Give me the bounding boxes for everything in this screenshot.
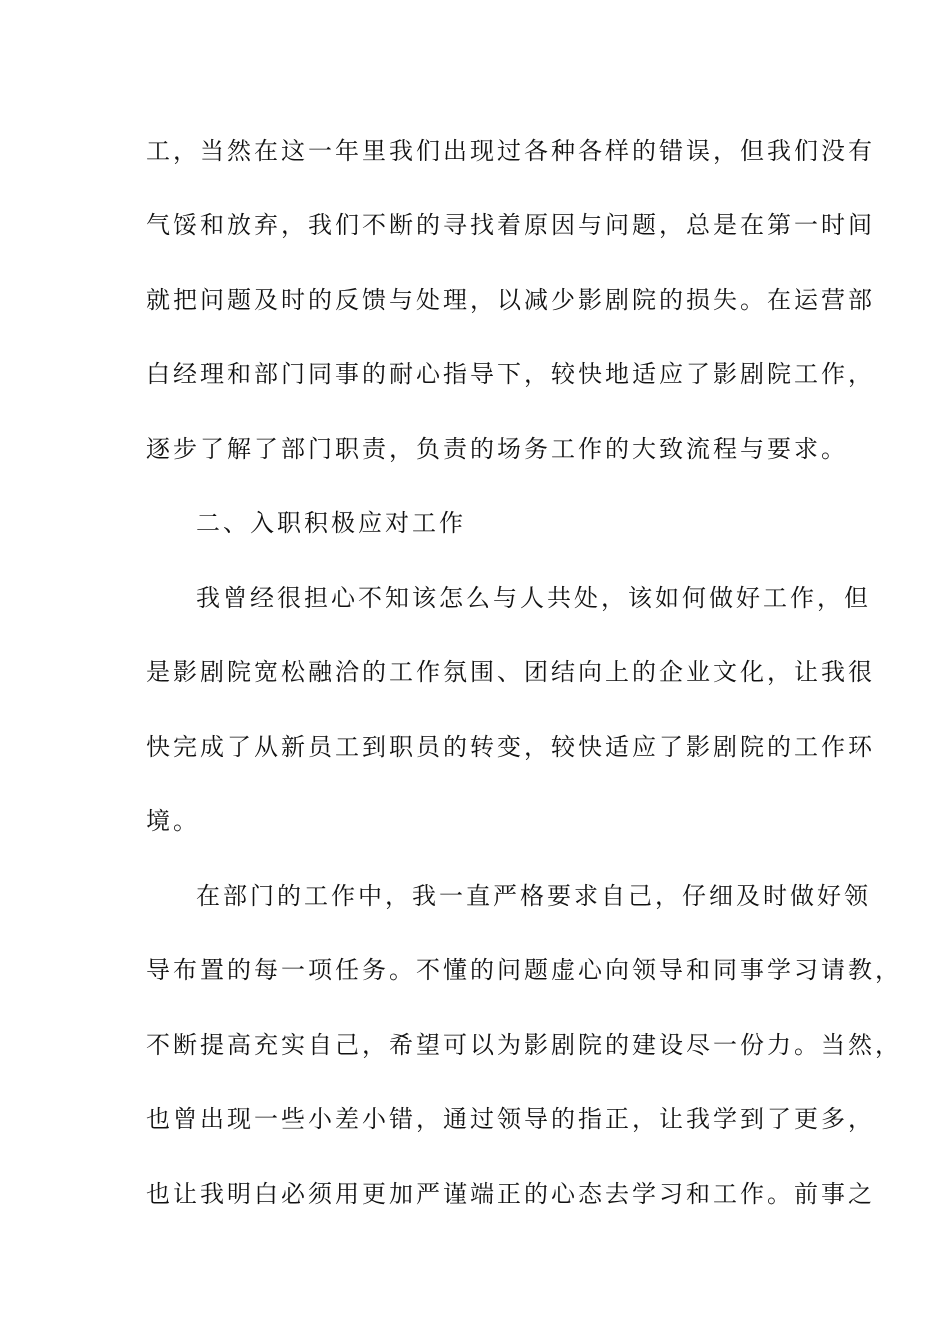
text-line: 白经理和部门同事的耐心指导下，较快地适应了影剧院工作， [146,360,875,388]
text-line: 工，当然在这一年里我们出现过各种各样的错误，但我们没有 [146,137,875,165]
text-line: 不断提高充实自己，希望可以为影剧院的建设尽一份力。当然， [146,1031,902,1059]
text-line: 在部门的工作中，我一直严格要求自己，仔细及时做好领 [196,882,871,910]
text-line: 我曾经很担心不知该怎么与人共处，该如何做好工作，但 [196,584,871,612]
text-line: 就把问题及时的反馈与处理，以减少影剧院的损失。在运营部 [146,286,875,314]
text-line: 也曾出现一些小差小错，通过领导的指正，让我学到了更多， [146,1105,875,1133]
text-line: 快完成了从新员工到职员的转变，较快适应了影剧院的工作环 [146,733,875,761]
text-line: 是影剧院宽松融洽的工作氛围、团结向上的企业文化，让我很 [146,658,875,686]
text-line: 逐步了解了部门职责，负责的场务工作的大致流程与要求。 [146,435,848,463]
section-heading: 二、入职积极应对工作 [196,509,466,537]
text-line: 也让我明白必须用更加严谨端正的心态去学习和工作。前事之 [146,1180,875,1208]
text-line: 导布置的每一项任务。不懂的问题虚心向领导和同事学习请教， [146,956,902,984]
text-line: 气馁和放弃，我们不断的寻找着原因与问题，总是在第一时间 [146,211,875,239]
text-line: 境。 [146,807,200,835]
